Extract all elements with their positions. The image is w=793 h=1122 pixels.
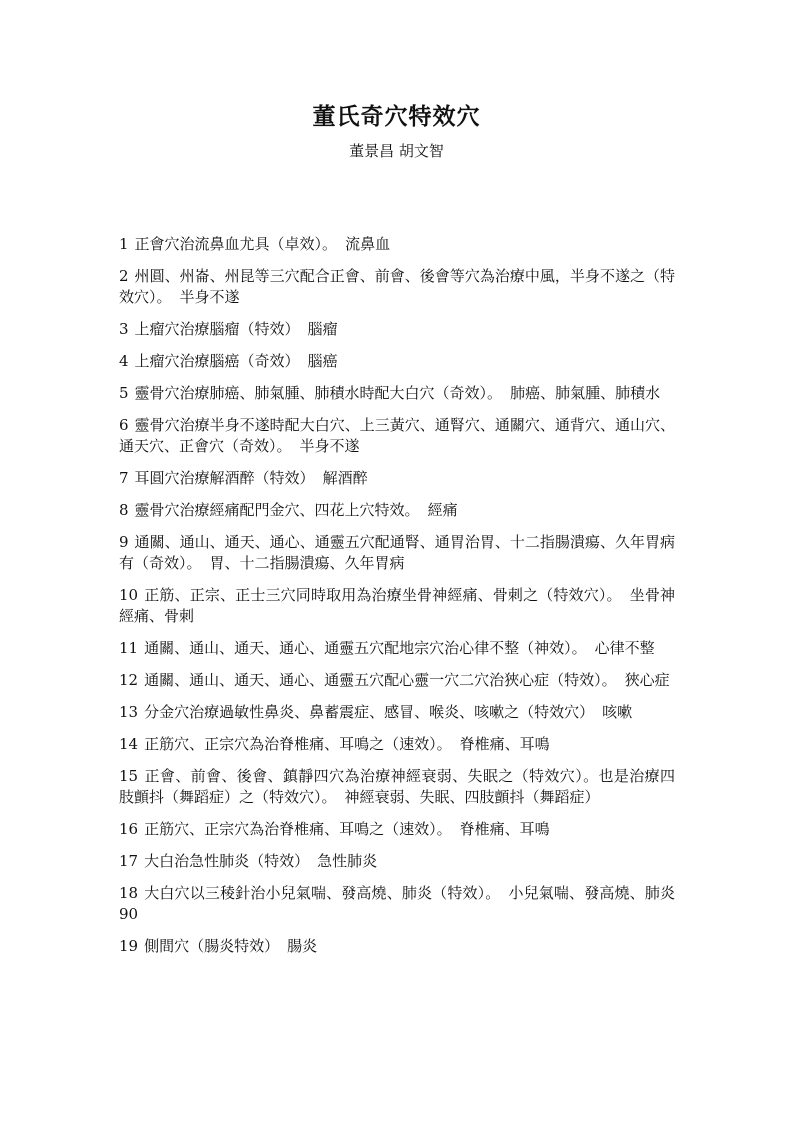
entry-symptom: 胃、十二指腸潰瘍、久年胃病 [209,554,405,572]
entry-item [119,766,675,808]
entry-item [119,468,675,489]
entry-item [119,585,675,627]
entry-item [119,734,675,755]
entry-number: 10 [119,586,139,604]
entry-number: 8 [119,501,129,519]
entry-text: 正筋穴、正宗穴為治脊椎痛、耳鳴之（速效）。 [144,735,452,753]
entry-item [119,532,675,574]
entry-text: 上瘤穴治療腦瘤（特效） [134,320,300,338]
entry-number: 18 [119,884,139,902]
entry-symptom: 坐骨神經痛、骨刺 [119,586,675,625]
entry-symptom: 腸炎 [287,937,318,955]
document-title: 董氏奇穴特效穴 [312,103,481,130]
entry-item [119,266,675,308]
entry-text: 耳圓穴治療解酒醉（特效） [134,469,315,487]
entry-text: 通關、通山、通天、通心、通靈五穴配心靈一穴二穴治狹心症（特效）。 [144,671,617,689]
entry-item [119,351,675,372]
entry-text: 州圓、州崙、州昆等三穴配合正會、前會、後會等穴為治療中風，半身不遂之（特效穴）。 [119,267,675,306]
entry-text: 靈骨穴治療肺癌、肺氣腫、肺積水時配大白穴（奇效）。 [134,384,503,402]
entry-item [119,936,675,957]
entry-symptom: 經痛 [427,501,458,519]
entry-number: 17 [119,852,139,870]
entry-text: 正會穴治流鼻血尤具（卓效）。 [134,235,338,253]
entry-text: 上瘤穴治療腦癌（奇效） [134,352,300,370]
entry-text: 側間穴（腸炎特效） [144,937,280,955]
entry-item [119,638,675,659]
entry-symptom: 急性肺炎 [317,852,378,870]
entry-number: 12 [119,671,139,689]
entry-number: 2 [119,267,129,285]
entry-item [119,670,675,691]
entry-item [119,415,675,457]
entry-text: 靈骨穴治療半身不遂時配大白穴、上三黃穴、通腎穴、通關穴、通背穴、通山穴、通天穴、正會穴（奇效）。 [119,416,675,455]
entry-symptom: 脊椎痛、耳鳴 [459,735,550,753]
entry-text: 正筋穴、正宗穴為治脊椎痛、耳鳴之（速效）。 [144,820,452,838]
entry-item [119,234,675,255]
entry-number: 4 [119,352,129,370]
entry-text: 正筋、正宗、正士三穴同時取用為治療坐骨神經痛、骨刺之（特效穴）。 [144,586,622,604]
entry-text: 通關、通山、通天、通心、通靈五穴配通腎、通胃治胃、十二指腸潰瘍、久年胃病有（奇效）。 [119,533,675,572]
entry-item [119,883,675,925]
entry-item [119,702,675,723]
entry-item [119,383,675,404]
entry-symptom: 心律不整 [594,639,655,657]
entry-symptom: 半身不遂 [179,288,240,306]
entry-symptom: 神經衰弱、失眠、四肢顫抖（舞蹈症） [344,788,600,806]
entry-text: 分金穴治療過敏性鼻炎、鼻蓄震症、感冒、喉炎、咳嗽之（特效穴） [144,703,595,721]
entry-symptom: 咳嗽 [602,703,633,721]
entry-symptom: 腦癌 [307,352,338,370]
entry-number: 13 [119,703,139,721]
entry-text: 大白治急性肺炎（特效） [144,852,310,870]
entry-number: 7 [119,469,129,487]
entry-symptom: 狹心症 [624,671,670,689]
document-authors: 董景昌 胡文智 [349,142,444,160]
entry-symptom: 脊椎痛、耳鳴 [459,820,550,838]
entry-text: 通關、通山、通天、通心、通靈五穴配地宗穴治心律不整（神效）。 [144,639,587,657]
entry-text: 靈骨穴治療經痛配門金穴、四花上穴特效。 [134,501,420,519]
entry-symptom: 腦瘤 [307,320,338,338]
entry-number: 9 [119,533,129,551]
entry-symptom: 解酒醉 [322,469,368,487]
entry-number: 11 [119,639,139,657]
entry-item [119,851,675,872]
entry-number: 6 [119,416,129,434]
entry-symptom: 小兒氣喘、發高燒、肺炎 90 [119,884,675,923]
entry-number: 5 [119,384,129,402]
entry-number: 14 [119,735,139,753]
entry-symptom: 肺癌、肺氣腫、肺積水 [510,384,661,402]
entry-item [119,819,675,840]
entry-number: 3 [119,320,129,338]
entry-list [119,234,675,968]
entry-item [119,319,675,340]
entry-number: 16 [119,820,139,838]
entry-item [119,500,675,521]
entry-text: 正會、前會、後會、鎮靜四穴為治療神經衰弱、失眠之（特效穴）。也是治療四肢顫抖（舞蹈症）之（特效穴）。 [119,767,675,806]
entry-number: 19 [119,937,139,955]
entry-symptom: 流鼻血 [345,235,391,253]
entry-number: 1 [119,235,129,253]
entry-symptom: 半身不遂 [299,437,360,455]
entry-number: 15 [119,767,139,785]
entry-text: 大白穴以三稜針治小兒氣喘、發高燒、肺炎（特效）。 [144,884,501,902]
